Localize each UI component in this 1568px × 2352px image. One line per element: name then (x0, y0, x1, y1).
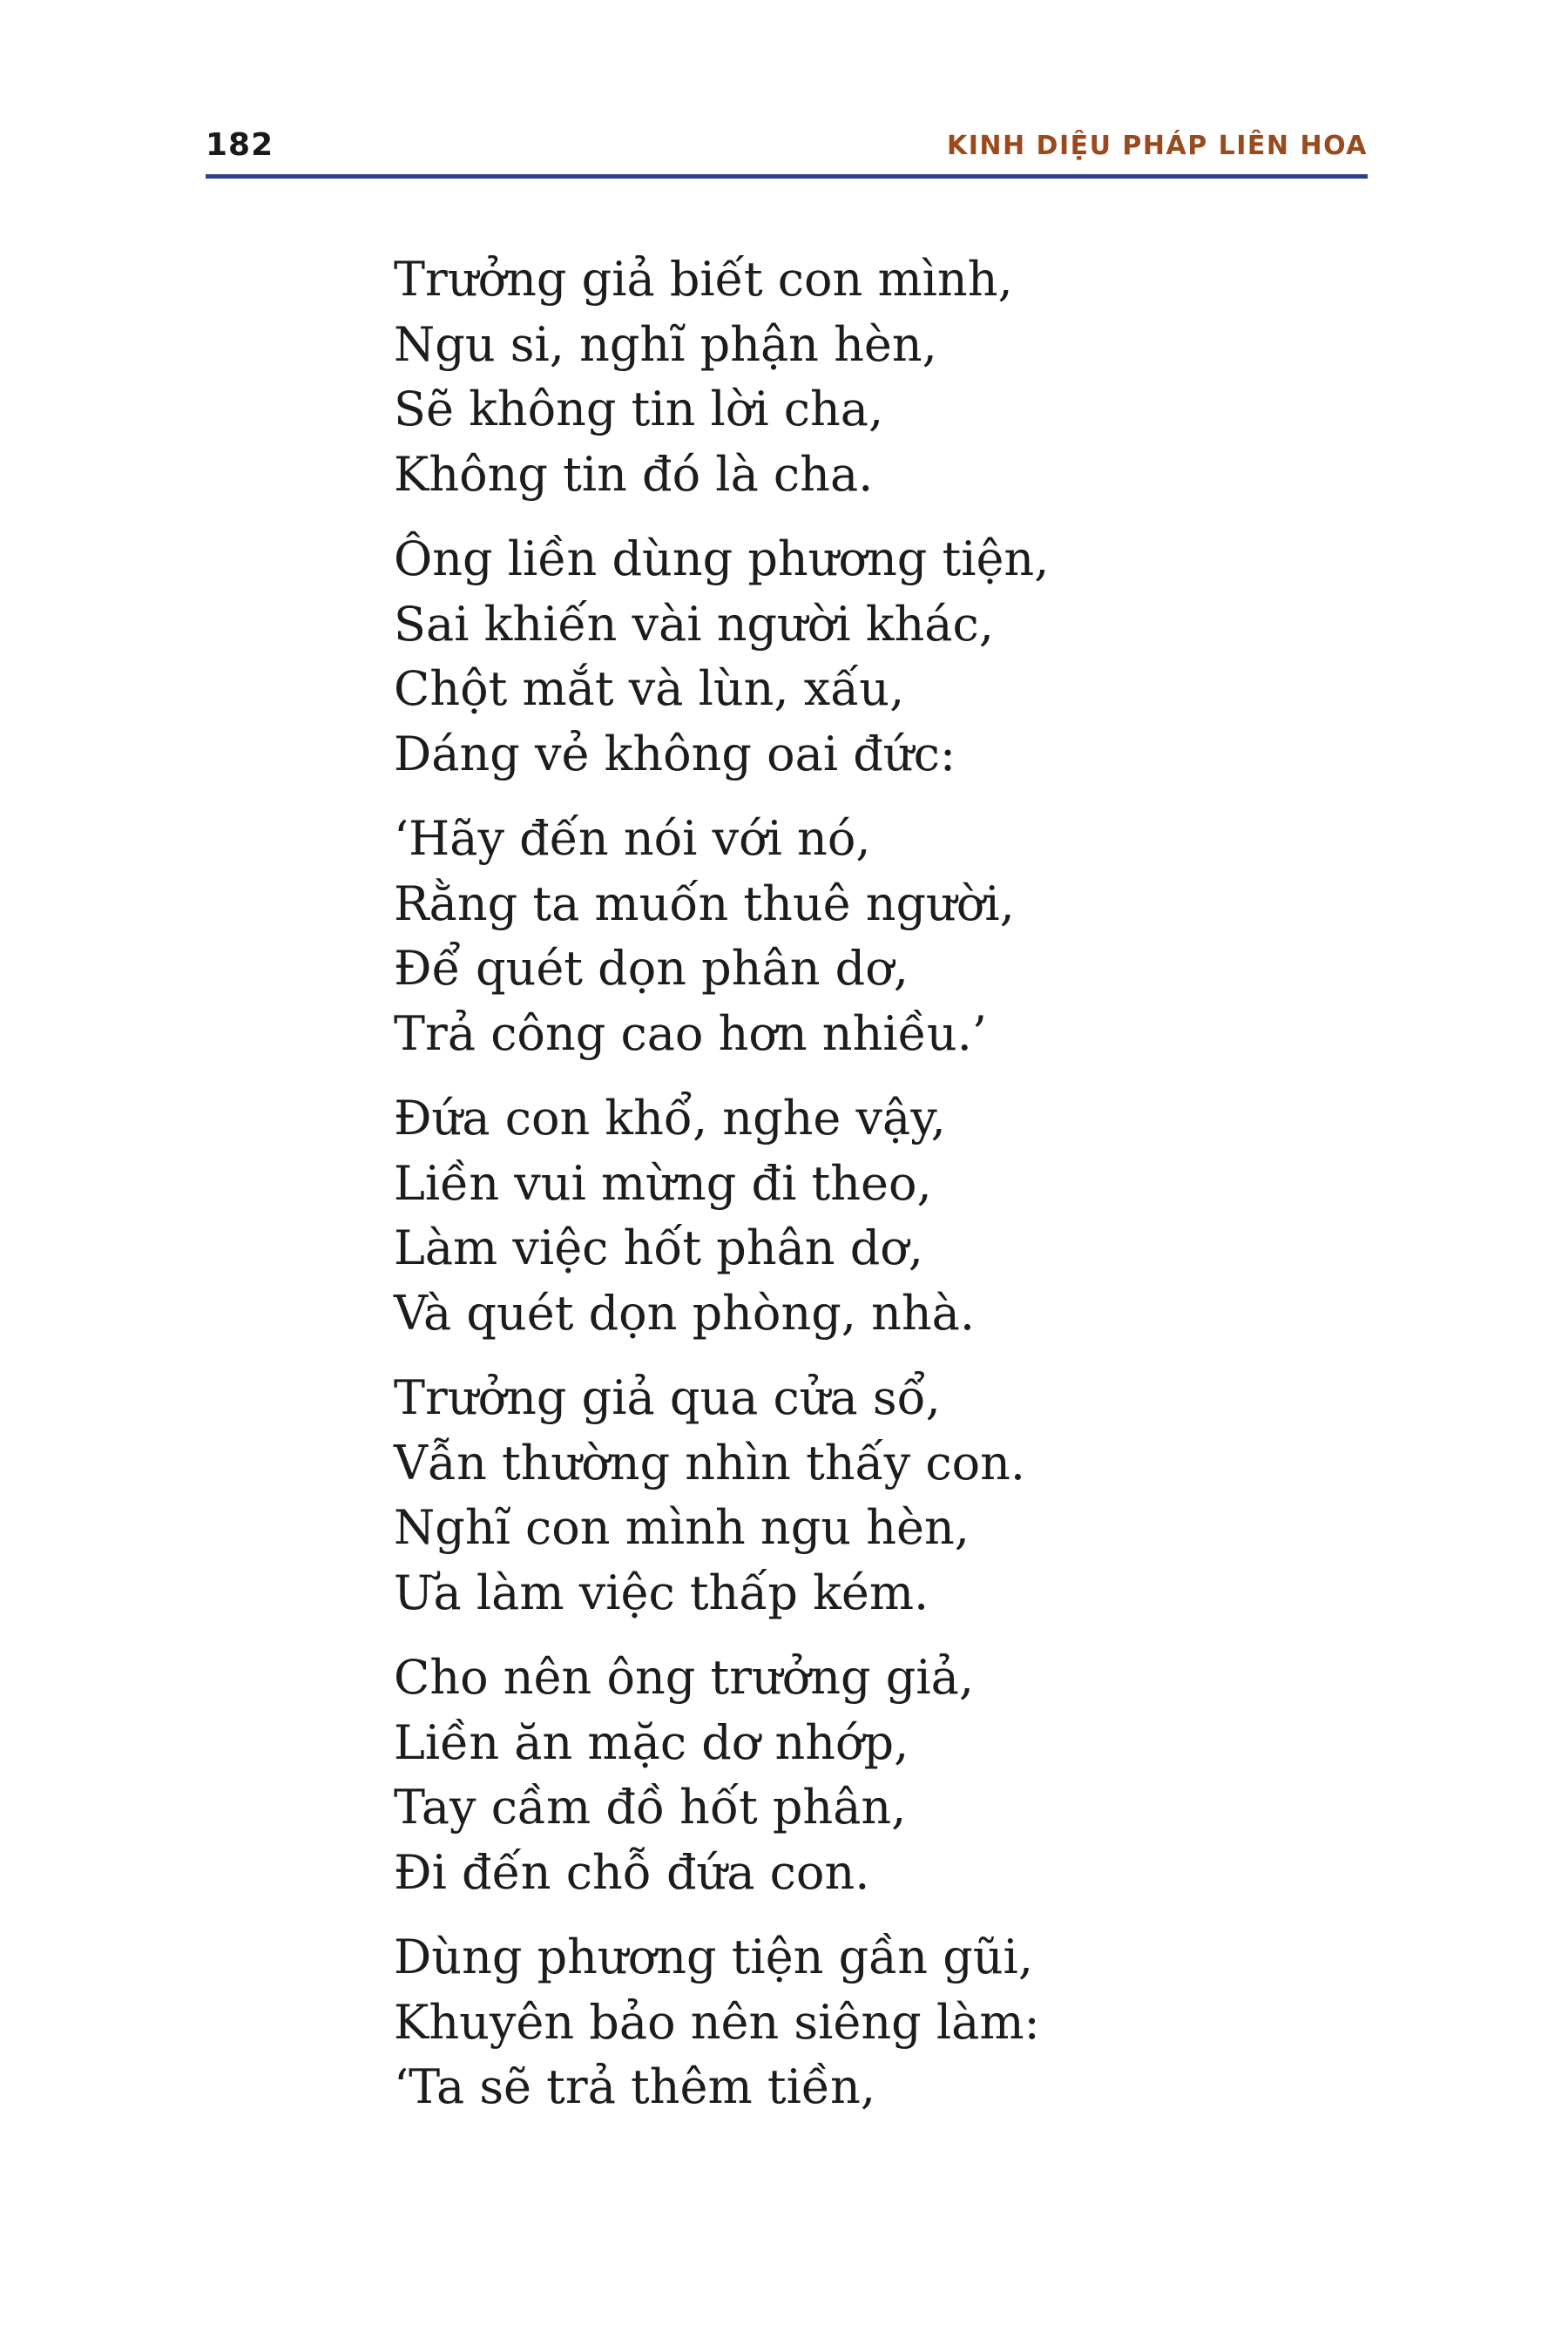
verse-line: Liền ăn mặc dơ nhớp, (394, 1714, 909, 1770)
verse-line: Khuyên bảo nên siêng làm: (394, 1994, 1040, 2050)
verse-line: Vẫn thường nhìn thấy con. (394, 1435, 1026, 1490)
verse-line: Đi đến chỗ đứa con. (394, 1844, 870, 1900)
stanza (394, 1086, 1352, 1346)
stanza (394, 1925, 1352, 2120)
verse-line: Dáng vẻ không oai đức: (394, 726, 956, 781)
verse-line: ‘Hãy đến nói với nó, (394, 811, 871, 866)
verse-line: Tay cầm đồ hốt phân, (394, 1780, 907, 1835)
verse-line: Để quét dọn phân dơ, (394, 941, 909, 996)
verse-line: Sai khiến vài người khác, (394, 596, 994, 652)
verse-line: Trưởng giả biết con mình, (394, 252, 1013, 307)
verse-line: Ưa làm việc thấp kém. (394, 1565, 929, 1620)
verse-line: Ông liền dùng phương tiện, (394, 531, 1050, 586)
verse-line: Chột mắt và lùn, xấu, (394, 661, 905, 716)
verse-line: Rằng ta muốn thuê người, (394, 875, 1015, 931)
stanza (394, 527, 1352, 787)
page-header (206, 124, 1368, 176)
verse-line: Trả công cao hơn nhiều.’ (394, 1005, 987, 1061)
verse-line: Liền vui mừng đi theo, (394, 1155, 932, 1211)
header-rule (206, 174, 1368, 179)
verse-line: Cho nên ông trưởng giả, (394, 1650, 974, 1705)
stanza (394, 1366, 1352, 1625)
verse-line: Ngu si, nghĩ phận hèn, (394, 316, 937, 372)
stanza (394, 807, 1352, 1066)
stanza (394, 247, 1352, 507)
verse-line: ‘Ta sẽ trả thêm tiền, (394, 2059, 875, 2114)
verse-line: Đứa con khổ, nghe vậy, (394, 1091, 946, 1146)
verse-line: Làm việc hốt phân dơ, (394, 1220, 923, 1275)
verse-line: Và quét dọn phòng, nhà. (394, 1285, 976, 1341)
verse-line: Sẽ không tin lời cha, (394, 382, 884, 436)
page-number: 182 (206, 127, 274, 163)
verse-line: Dùng phương tiện gần gũi, (394, 1930, 1033, 1984)
running-title: KINH DIỆU PHÁP LIÊN HOA (946, 131, 1368, 161)
verse-line: Không tin đó là cha. (394, 446, 874, 502)
verse-line: Nghĩ con mình ngu hèn, (394, 1500, 970, 1555)
stanza (394, 1646, 1352, 1905)
verse-line: Trưởng giả qua cửa sổ, (394, 1370, 941, 1425)
poem-body (394, 247, 1352, 2140)
